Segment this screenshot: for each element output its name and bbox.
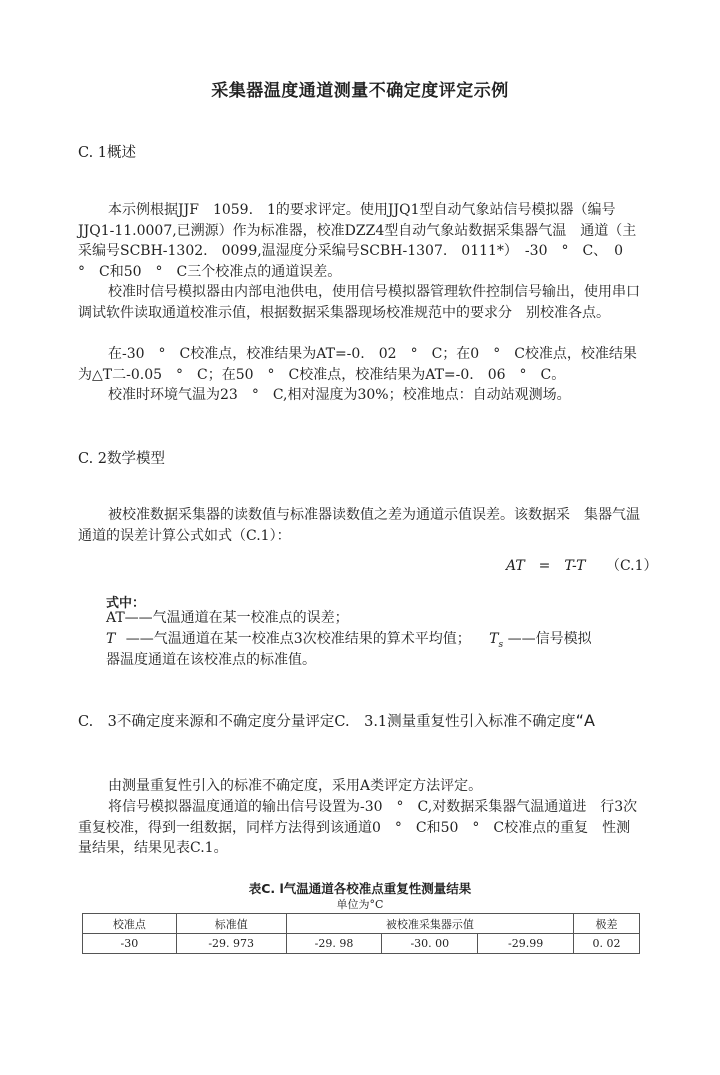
repeatability-table <box>82 913 640 954</box>
section-heading-math-model: C. 2数学模型 <box>78 451 166 467</box>
where-definition-3: 器温度通道在该校准点的标准值。 <box>106 652 316 668</box>
table-unit: 单位为°C <box>336 898 384 911</box>
cell-reading-3: -29.99 <box>478 934 574 954</box>
math-model-paragraph: 被校准数据采集器的读数值与标准器读数值之差为通道示值误差。该数据采 集器气温通道的误差计算公式如式（C.1）： <box>78 507 640 544</box>
table-title: 表C. l气温通道各校准点重复性测量结果 <box>248 881 472 896</box>
table-header-row <box>83 914 640 934</box>
symbol-t-mean: T <box>106 631 116 647</box>
overview-paragraph-1: 本示例根据JJF 1059. 1的要求评定。使用JJQ1型自动气象站信号模拟器（编号JJQ1-11.0007,已溯源）作为标准器，校准DZZ4型自动气象站数据采集器气温 通道（主采编号SCBH-1302. 0099,温湿度分采编号SCBH-1307. 0111*） -30 ° C、 0 ° C和50 ° C三个校准点的通道误差。 <box>78 202 638 280</box>
formula-number: （C.1） <box>605 558 658 574</box>
cell-range: 0. 02 <box>574 934 640 954</box>
document-title: 采集器温度通道测量不确定度评定示例 <box>211 81 509 101</box>
formula-expression: AT = T-T <box>506 558 586 574</box>
cell-reading-2: -30. 00 <box>382 934 478 954</box>
where-definition-2-tail: ——信号模拟 <box>507 631 592 647</box>
symbol-t-standard-subscript: s <box>498 639 504 650</box>
symbol-t-standard: T <box>489 631 499 647</box>
overview-paragraph-4: 校准时环境气温为23 ° C,相对湿度为30%；校准地点：自动站观测场。 <box>108 387 571 403</box>
header-standard-value: 标准值 <box>176 914 286 934</box>
cell-point: -30 <box>83 934 177 954</box>
header-readings: 被校准采集器示值 <box>286 914 573 934</box>
cell-reading-1: -29. 98 <box>286 934 382 954</box>
section-heading-uncertainty <box>78 710 595 731</box>
header-calibration-point: 校准点 <box>83 914 177 934</box>
uncertainty-heading-text: C. 3不确定度来源和不确定度分量评定C. 3.1测量重复性引入标准不确定度 <box>78 714 576 730</box>
table-row <box>83 934 640 954</box>
uncertainty-paragraph-1: 由测量重复性引入的标准不确定度，采用A类评定方法评定。 <box>108 778 483 794</box>
overview-paragraph-3: 在-30 ° C校准点，校准结果为AT=-0. 02 ° C；在0 ° C校准点，校准结果为△T二-0.05 ° C；在50 ° C校准点，校准结果为AT=-0. 06 ° C。 <box>78 346 637 383</box>
uncertainty-paragraph-2: 将信号模拟器温度通道的输出信号设置为-30 ° C,对数据采集器气温通道进 行3次重复校准，得到一组数据，同样方法得到该通道0 ° C和50 ° C校准点的重复 性测量结果，结果见表C.1。 <box>78 799 638 856</box>
overview-paragraph-2: 校准时信号模拟器由内部电池供电，使用信号模拟器管理软件控制信号输出，使用串口调试软件读取通道校准示值，根据数据采集器现场校准规范中的要求分 别校准各点。 <box>78 284 640 321</box>
where-definition-1: AT——气温通道在某一校准点的误差； <box>106 610 349 626</box>
error-formula <box>506 555 658 575</box>
cell-standard: -29. 973 <box>176 934 286 954</box>
where-label: 式中： <box>106 596 146 611</box>
uncertainty-heading-symbol: “A <box>575 711 595 730</box>
where-definition-2-text: ——气温通道在某一校准点3次校准结果的算术平均值； <box>125 631 471 647</box>
section-heading-overview: C. 1概述 <box>78 145 137 161</box>
header-range: 极差 <box>574 914 640 934</box>
